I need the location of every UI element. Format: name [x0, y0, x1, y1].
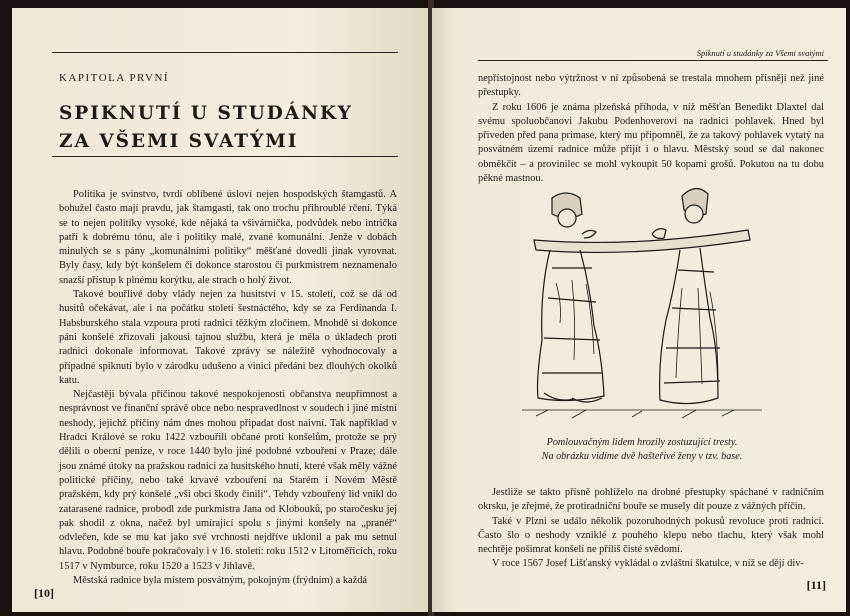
- left-page: [12, 8, 430, 612]
- paragraph: Také v Plzni se událo několik pozoruhodných pokusů revoluce proti radnici. Často šlo o neshody vzniklé z pouhého klepu nebo tlachu, který však mohl nechtěje pošimrat konšelí ne příliš čisté svědomí.: [478, 515, 824, 556]
- paragraph: Nejčastěji bývala příčinou takové nespokojenosti občanstva neupřímnost a nesprávnost ve finanční správě obce nebo nespravedlnost v soudech i jiné místní neshody, jejichž příčiny nám dnes mohou připadat dost naivní. Tak například v Hradci Králové se roku 1422 vzbouřili občané proti konšelům, protože se prý dělili o obecní penize, v roce 1440 bylo jiné podobné vzbouření v Praze; dále jsou známé útoky na pražskou radnici za husitského hnutí, které však měly vážné politické příčiny, nebo také krvavé vzbouření na Starém i Novém Městě pražském, kdy prý konšelé „vši obci škody činili“. Tehdy vzbouřený lid vnikl do zatarasené radnice, probodl zde purkmistra Jana od Klobouků, po staročesku jej pak shodil z okna, načež byl umírající spolu s jinými konšely na „pranéř“ odvlečen, kde se mu kat jako své vrchnosti nejdříve uklonil a pak mu setnul hlavu. Podobné bouře pokračovaly i v 16. století: roku 1512 v Litoměřicích, roku 1517 v Nymburce, roku 1520 a 1523 v Jihlavě.: [59, 389, 397, 572]
- paragraph: Takové bouřlivé doby vlády nejen za husitství v 15. století, což se dá od husitů očekávat, ale i na počátku století šestnáctého, kdy se za Ferdinanda I. Habsburského stala vzpoura proti radnici těžkým zločinem. Mnohdě si dokonce páni konšelé zřizovali jakousi tajnou službu, která je měla o úkladech proti radnici dokonale informovat. Takové zprávy se náležitě vyhodnocovaly a případné spiknutí bylo v zárodku udušeno a vinici předáni bez dlouhých okolků katu.: [59, 289, 397, 386]
- right-body-text-bottom: [478, 486, 824, 572]
- paragraph: Jestliže se takto přísně pohlíželo na drobné přestupky spáchané v radničním okrsku, je zřejmé, že protiradniční bouře se musely dít pouze z vážných příčin.: [478, 487, 824, 513]
- right-page: [432, 8, 846, 612]
- page-number: [11]: [806, 578, 826, 592]
- left-body-text: [59, 188, 397, 588]
- right-body-text-top: [478, 72, 824, 186]
- caption-line-2: Na obrázku vidíme dvě hašteřivé ženy v tzv. base.: [541, 451, 743, 462]
- paragraph: Z roku 1606 je známa plzeňská příhoda, v níž měšťan Benedikt Dlaxtel dal svému spoluobčanovi Jakubu Podenhoverovi na radnici pohlavek. Hned byl přiveden před pana primase, který mu připomněl, že za takový pohlavek vytatý na posvátném území radnice může přijít i o hlavu. Městský soud se dal nakonec obměkčit – a provinilec se mohl vykoupit 50 kopami grošů. Pokutou na tu dobu pěkné mastnou.: [478, 101, 824, 185]
- title-rule: [52, 156, 398, 157]
- caption-line-1: Pomlouvačným lidem hrozily zostuzující tresty.: [546, 437, 738, 448]
- header-rule: [478, 60, 828, 61]
- figure-caption: [492, 436, 792, 464]
- paragraph: V roce 1567 Josef Lišťanský vykládal o zvláštní škatulce, v níž se dějí div-: [492, 558, 804, 570]
- page-number: [10]: [34, 586, 54, 600]
- running-head: Spiknutí u studánky za Všemi svatými: [696, 48, 824, 58]
- paragraph: Městská radnice byla místem posvátným, pokojným (frýdním) a každá: [73, 575, 368, 587]
- chapter-title: [59, 100, 353, 156]
- top-rule: [52, 52, 398, 53]
- illustration-women-in-barrel-pillory: [512, 188, 772, 428]
- chapter-label: KAPITOLA PRVNÍ: [59, 72, 170, 84]
- paragraph: nepřístojnost nebo výtržnost v ní způsobená se trestala mnohem přísněji než jiné přestupky.: [478, 73, 824, 99]
- chapter-title-line-2: ZA VŠEMI SVATÝMI: [59, 131, 299, 152]
- paragraph: Politika je svinstvo, tvrdí oblíbené úsloví nejen hospodských štamgastů. A bohužel často mají pravdu, jak štamgasti, tak ono trochu přihroublé rčení. Týká se to nejen politiky vysoké, kde nějaká ta všivárnička, podvůdek nebo intrička patří k dobrému tónu, ale i politiky malé, zvané komunální. Jenže v dobách minulých se s pány „komunálními politiky“ měšťané dovedli jinak vyrovnat. Byly časy, kdy být konšelem či dokonce starostou či purkmistrem neznamenalo snazší přístup k plnému korýtku, ale strach o holý život.: [59, 189, 397, 286]
- chapter-title-line-1: SPIKNUTÍ U STUDÁNKY: [59, 103, 353, 124]
